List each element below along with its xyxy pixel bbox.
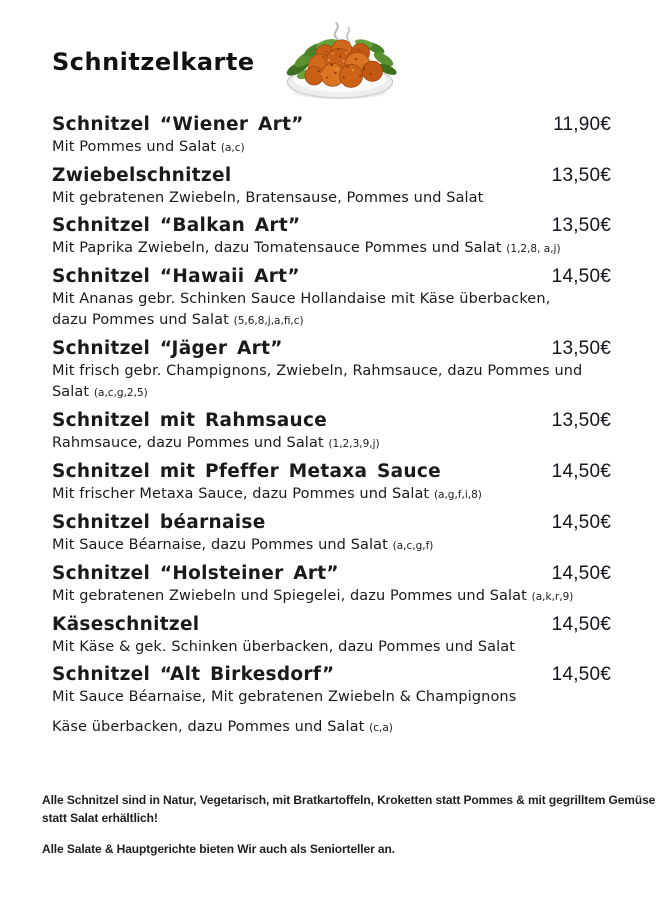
description-line: [52, 361, 611, 382]
menu-item-price: 14,50€: [551, 614, 611, 635]
allergen-codes: (5,6,8,j,a,fi,c): [233, 315, 304, 327]
menu-item: [52, 563, 611, 608]
schnitzel-plate-image: [279, 18, 401, 104]
allergen-codes: (a,k,r,9): [531, 591, 574, 603]
menu-item-header: [52, 165, 611, 187]
description-line: [52, 310, 611, 332]
menu-item-description: [52, 586, 611, 608]
menu-item: [52, 410, 611, 455]
menu-item-description: [52, 433, 611, 455]
menu-item-header: [52, 664, 611, 686]
description-line: [52, 586, 611, 608]
description-text: Mit Sauce Béarnaise, dazu Pommes und Salat: [52, 537, 388, 553]
description-line: [52, 433, 611, 455]
menu-item: [52, 215, 611, 260]
menu-item-name: Schnitzel “Jäger Art”: [52, 338, 283, 359]
menu-item-price: 14,50€: [551, 266, 611, 287]
description-line: [52, 637, 611, 658]
description-text: Mit gebratenen Zwiebeln, Bratensause, Pommes und Salat: [52, 190, 484, 206]
allergen-codes: (a,c,g,f): [392, 540, 434, 552]
menu-item-name: Schnitzel mit Rahmsauce: [52, 410, 328, 431]
menu-item-description: [52, 361, 611, 404]
description-text: Rahmsauce, dazu Pommes und Salat: [52, 435, 324, 451]
description-text: Mit Sauce Béarnaise, Mit gebratenen Zwiebeln & Champignons: [52, 689, 517, 705]
menu-item-header: [52, 563, 611, 585]
description-line: [52, 484, 611, 506]
description-line: [52, 188, 611, 209]
menu-item-header: [52, 266, 611, 288]
menu-item-description: [52, 535, 611, 557]
menu-item-name: Schnitzel “Wiener Art”: [52, 114, 304, 135]
menu-item-price: 14,50€: [551, 512, 611, 533]
menu-item-description: [52, 137, 611, 159]
menu-item-description: [52, 238, 611, 260]
menu-item-name: Schnitzel “Hawaii Art”: [52, 266, 300, 287]
menu-item-price: 14,50€: [551, 664, 611, 685]
footer-notes: [42, 791, 656, 858]
allergen-codes: (1,2,8, a,j): [506, 243, 561, 255]
description-text: Mit frisch gebr. Champignons, Zwiebeln, Rahmsauce, dazu Pommes und: [52, 363, 583, 379]
allergen-codes: (a,c,g,2,5): [93, 387, 148, 399]
description-line: [52, 137, 611, 159]
description-text: Mit Paprika Zwiebeln, dazu Tomatensauce Pommes und Salat: [52, 240, 502, 256]
menu-item-header: [52, 410, 611, 432]
menu-item-header: [52, 215, 611, 237]
menu-item: [52, 461, 611, 506]
allergen-codes: (a,c): [220, 142, 245, 154]
description-text: Salat: [52, 384, 90, 400]
menu-item-price: 14,50€: [551, 563, 611, 584]
menu-item: [52, 614, 611, 658]
menu-item-header: [52, 512, 611, 534]
footer-note-line: Alle Salate & Hauptgerichte bieten Wir auch als Seniorteller an.: [42, 842, 395, 856]
allergen-codes: (a,g,f,i,8): [433, 489, 482, 501]
menu-list: [52, 114, 611, 739]
menu-item: [52, 338, 611, 404]
description-text: Mit Pommes und Salat: [52, 139, 217, 155]
menu-item-description: [52, 188, 611, 209]
allergen-codes: (1,2,3,9,j): [328, 438, 380, 450]
menu-item-price: 13,50€: [551, 338, 611, 359]
footer-note-senior: [42, 840, 611, 858]
description-line: [52, 289, 611, 310]
footer-note-line: statt Salat erhältlich!: [42, 811, 158, 825]
menu-item-name: Schnitzel “Balkan Art”: [52, 215, 301, 236]
menu-item-name: Zwiebelschnitzel: [52, 165, 232, 186]
menu-item-description: [52, 289, 611, 332]
description-text: Mit gebratenen Zwiebeln und Spiegelei, dazu Pommes und Salat: [52, 588, 527, 604]
description-line: [52, 535, 611, 557]
description-text: Mit Käse & gek. Schinken überbacken, dazu Pommes und Salat: [52, 639, 516, 655]
menu-item-description: [52, 484, 611, 506]
menu-item-header: [52, 461, 611, 483]
description-line: [52, 687, 611, 708]
menu-item-name: Schnitzel “Alt Birkesdorf”: [52, 664, 335, 685]
menu-item-price: 13,50€: [551, 410, 611, 431]
page-title: Schnitzelkarte: [52, 48, 255, 76]
description-text: Mit Ananas gebr. Schinken Sauce Hollandaise mit Käse überbacken,: [52, 291, 551, 307]
menu-item-description: [52, 637, 611, 658]
menu-item-name: Schnitzel “Holsteiner Art”: [52, 563, 339, 584]
allergen-codes: (c,a): [369, 722, 393, 734]
menu-item: [52, 664, 611, 739]
footer-note-variants: [42, 791, 656, 827]
menu-item-name: Schnitzel mit Pfeffer Metaxa Sauce: [52, 461, 442, 482]
page-header: [52, 20, 611, 104]
description-text: dazu Pommes und Salat: [52, 312, 229, 328]
description-line: [52, 382, 611, 404]
menu-item-header: [52, 614, 611, 636]
description-text: Mit frischer Metaxa Sauce, dazu Pommes und Salat: [52, 486, 430, 502]
menu-item-price: 14,50€: [551, 461, 611, 482]
menu-item-price: 13,50€: [551, 165, 611, 186]
description-line: [52, 238, 611, 260]
menu-item: [52, 512, 611, 557]
menu-item-header: [52, 338, 611, 360]
menu-item-price: 11,90€: [553, 114, 611, 135]
footer-note-line: Alle Schnitzel sind in Natur, Vegetarisch, mit Bratkartoffeln, Kroketten statt Pommes & mit gegrilltem Gemüse: [42, 793, 656, 807]
menu-item: [52, 114, 611, 159]
menu-item-name: Schnitzel béarnaise: [52, 512, 266, 533]
menu-item-description: [52, 687, 611, 739]
description-line: [52, 717, 611, 739]
menu-item: [52, 165, 611, 209]
menu-item-name: Käseschnitzel: [52, 614, 200, 635]
description-text: Käse überbacken, dazu Pommes und Salat: [52, 719, 365, 735]
menu-item-header: [52, 114, 611, 136]
menu-item-price: 13,50€: [551, 215, 611, 236]
menu-item: [52, 266, 611, 332]
